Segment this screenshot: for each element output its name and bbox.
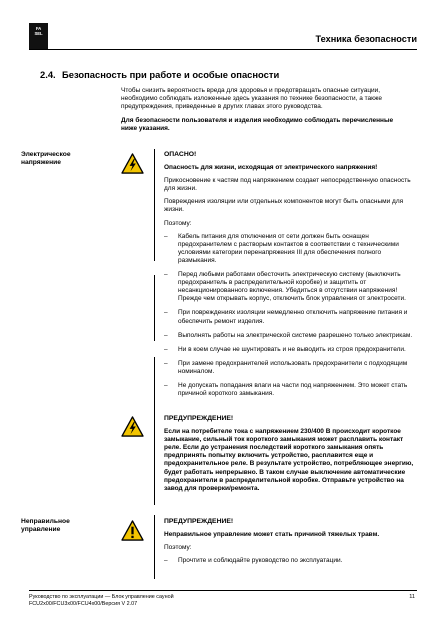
section-number: 2.4. <box>40 69 56 80</box>
danger-title: ОПАСНО! <box>164 151 197 158</box>
misuse-warning-block <box>164 518 416 571</box>
section-title <box>40 69 279 80</box>
electric-warning-block <box>164 415 416 498</box>
section-title-text: Безопасность при работе и особые опасности <box>62 69 280 80</box>
electric-hazard-icon <box>121 153 144 174</box>
logo-text-line-1: FA <box>35 26 42 31</box>
misuse-bar <box>154 515 155 579</box>
list-item: – Кабель питания для отключения от сети должен быть оснащен предохранителем с растворым контактов в соответствии с техническими условиями категории перенапряжения III для обеспечения полного размыкания. <box>164 232 399 264</box>
intro-bold-paragraph: Для безопасности пользователя и изделия необходимо соблюдать перечисленные ниже указания. <box>121 117 394 133</box>
list-item: – Выполнять работы на электрической системе разрешено только электрикам. <box>164 331 413 339</box>
intro-block <box>121 87 401 139</box>
danger-text-2: Повреждения изоляции или отдельных компонентов могут быть опасными для жизни. <box>164 198 404 214</box>
side-label-misuse: Неправильное управление <box>21 518 70 534</box>
side-label-electric: Электрическое напряжение <box>21 151 71 167</box>
header-divider <box>29 49 417 50</box>
list-item: – Перед любыми работами обесточить электрическую систему (выключить предохранитель в распределительной коробке) и защитить от несанкционированного включения. Убедиться в отсутствии напряжения! Прежде чем открывать корпус, отключить блок управления от электросети. <box>164 271 406 303</box>
misuse-warning-subtitle: Неправильное управление может стать причиной тяжелых травм. <box>164 531 380 539</box>
danger-block <box>164 151 416 404</box>
list-item: – При замене предохранителей использовать предохранители с подходящим номиналом. <box>164 359 408 375</box>
electric-warning-icon <box>121 416 144 437</box>
warning-bar <box>154 413 155 505</box>
list-item: – Ни в коем случае не шунтировать и не выводить из строя предохранители. <box>164 345 406 353</box>
danger-list <box>164 233 416 399</box>
misuse-warning-text: Поэтому: <box>164 544 192 552</box>
intro-paragraph: Чтобы снизить вероятность вреда для здоровья и предотвращать опасные ситуации, необходимо соблюдать изложенные здесь указания по технике безопасности, а также предупреждения, приведенные в других главах этого руководства. <box>121 87 382 111</box>
list-item: – Прочтите и соблюдайте руководство по эксплуатации. <box>164 557 343 565</box>
misuse-list <box>164 557 416 565</box>
danger-text-1: Прикосновение к частям под напряжением создает непосредственную опасность для жизни. <box>164 177 411 193</box>
danger-bar-2 <box>154 275 155 341</box>
list-item: – При повреждениях изоляции немедленно отключить напряжение питания и обеспечить ремонт изделия. <box>164 309 408 325</box>
danger-bar-1 <box>154 149 155 261</box>
footer-divider <box>29 590 417 591</box>
electric-warning-title: ПРЕДУПРЕЖДЕНИЕ! <box>164 415 234 422</box>
fasel-logo <box>29 23 48 50</box>
list-item: – Не допускать попадания влаги на части под напряжением. Это может стать причиной короткого замыкания. <box>164 381 408 398</box>
general-warning-icon <box>121 520 144 541</box>
footer-text <box>29 594 174 608</box>
electric-warning-text: Если на потребителе тока с напряжением 230/400 В происходит короткое замыкание, сильный ток короткого замыкания может расплавить контакт реле. Если до устранения последствий короткого замыкания опять предпринять попытку включить устройство, расплавится еще и предохранительное реле. В результате устройство, потребляющее энергию, будет работать непрерывно. В таком случае выключение автоматические предохранители в распределительной коробке. Отправьте устройство на завод для проверки/ремонта. <box>164 428 414 492</box>
logo-text-line-2: SEL <box>34 31 43 36</box>
footer-line-2: FCU2x00/FCU3x00/FCU4x00/Версия V 2.07 <box>29 601 138 607</box>
misuse-warning-title: ПРЕДУПРЕЖДЕНИЕ! <box>164 518 234 525</box>
page-number: 11 <box>409 594 415 600</box>
danger-text-3: Поэтому: <box>164 219 192 227</box>
danger-subtitle: Опасность для жизни, исходящая от электрического напряжения! <box>164 164 378 172</box>
header-title: Техника безопасности <box>315 34 417 44</box>
footer-line-1: Руководство по эксплуатации — Блок управление сауной <box>29 594 174 600</box>
